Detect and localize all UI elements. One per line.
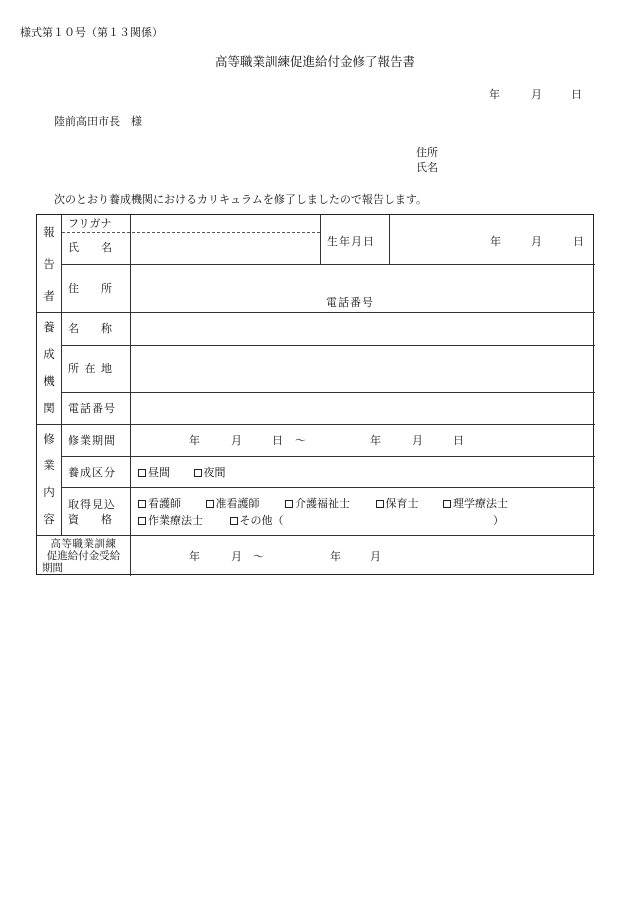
section-divider — [37, 312, 595, 313]
training-class-options — [138, 467, 226, 478]
birth-month-label: 月 — [531, 235, 542, 248]
checkbox-icon[interactable] — [376, 500, 384, 508]
benefit-from-year: 年 — [189, 550, 200, 563]
row-divider — [61, 487, 595, 488]
benefit-label-line3: 期間 — [42, 562, 63, 574]
qualification-options-row2 — [138, 515, 284, 526]
institution-phone-label: 電話番号 — [68, 402, 116, 415]
applicant-name-label: 氏名 — [416, 161, 438, 174]
institution-location-label: 所 在 地 — [68, 362, 113, 375]
birth-day-label: 日 — [573, 235, 584, 248]
section-label-char: 成 — [43, 347, 55, 361]
date-year-label: 年 — [489, 88, 500, 101]
training-class-label: 養成区分 — [68, 466, 116, 479]
checkbox-icon[interactable] — [138, 500, 146, 508]
qual-option-care-worker[interactable]: 介護福祉士 — [285, 498, 372, 509]
qual-option-nurse[interactable]: 看護師 — [138, 498, 202, 509]
qual-option-childcare-worker[interactable]: 保育士 — [376, 498, 440, 509]
period-from-month: 月 — [231, 434, 242, 447]
checkbox-icon[interactable] — [206, 500, 214, 508]
reporter-address-label: 住 所 — [68, 282, 112, 295]
row-divider — [61, 345, 595, 346]
qualification-label-2: 資 格 — [68, 513, 112, 526]
period-from-day: 日 — [272, 434, 283, 447]
date-day-label: 日 — [571, 88, 582, 101]
class-option-daytime[interactable]: 昼間 — [138, 467, 190, 478]
section-label-char: 機 — [43, 374, 55, 388]
column-divider — [389, 215, 390, 264]
qualification-options-row1 — [138, 498, 508, 509]
checkbox-icon[interactable] — [138, 469, 146, 477]
period-tilde: 〜 — [295, 434, 306, 447]
class-option-evening[interactable]: 夜間 — [194, 467, 226, 478]
period-to-month: 月 — [412, 434, 423, 447]
benefit-label-line1: 高等職業訓練 — [50, 538, 117, 550]
benefit-to-year: 年 — [330, 550, 341, 563]
date-month-label: 月 — [531, 88, 542, 101]
furigana-separator — [62, 232, 320, 233]
qual-option-other[interactable]: その他（ — [230, 515, 284, 526]
institution-name-label: 名 称 — [68, 322, 112, 335]
section-label-char: 業 — [43, 458, 55, 472]
reporter-phone-label: 電話番号 — [326, 296, 374, 309]
furigana-label: フリガナ — [68, 217, 112, 230]
section-label-char: 養 — [43, 320, 55, 334]
period-from-year: 年 — [189, 434, 200, 447]
row-divider — [61, 392, 595, 393]
checkbox-icon[interactable] — [443, 500, 451, 508]
section-divider — [37, 424, 595, 425]
study-period-label: 修業期間 — [68, 434, 116, 447]
qual-other-close-paren: ） — [493, 514, 504, 527]
checkbox-icon[interactable] — [285, 500, 293, 508]
row-divider — [61, 264, 595, 265]
qual-option-assistant-nurse[interactable]: 准看護師 — [206, 498, 282, 509]
section-divider — [37, 535, 595, 536]
period-to-year: 年 — [370, 434, 381, 447]
checkbox-icon[interactable] — [194, 469, 202, 477]
qual-option-occupational-therapist[interactable]: 作業療法士 — [138, 515, 226, 526]
period-to-day: 日 — [453, 434, 464, 447]
benefit-tilde: 〜 — [253, 550, 264, 563]
section-label-char: 告 — [43, 257, 55, 271]
document-title: 高等職業訓練促進給付金修了報告書 — [214, 54, 415, 69]
applicant-address-label: 住所 — [416, 146, 438, 159]
benefit-from-month: 月 — [231, 550, 242, 563]
benefit-label-line2: 促進給付金受給 — [46, 550, 121, 562]
birthdate-label: 生年月日 — [327, 235, 375, 248]
benefit-to-month: 月 — [370, 550, 381, 563]
birth-year-label: 年 — [490, 235, 501, 248]
section-label-char: 報 — [43, 225, 55, 239]
qualification-label-1: 取得見込 — [68, 498, 116, 511]
report-form-table — [36, 214, 594, 575]
section-label-char: 容 — [43, 512, 55, 526]
column-divider — [61, 215, 62, 535]
row-divider — [61, 456, 595, 457]
reporter-name-label: 氏 名 — [68, 241, 112, 254]
qual-option-physical-therapist[interactable]: 理学療法士 — [443, 498, 508, 509]
checkbox-icon[interactable] — [230, 517, 238, 525]
addressee: 陸前高田市長 様 — [54, 115, 142, 128]
form-number: 様式第１０号（第１３関係） — [20, 26, 163, 39]
checkbox-icon[interactable] — [138, 517, 146, 525]
section-label-char: 修 — [43, 432, 55, 446]
column-divider — [320, 215, 321, 264]
section-label-char: 関 — [43, 401, 55, 415]
section-label-char: 者 — [43, 289, 55, 303]
intro-text: 次のとおり養成機関におけるカリキュラムを修了しましたので報告します。 — [54, 193, 428, 206]
column-divider — [130, 215, 131, 576]
section-label-char: 内 — [43, 485, 55, 499]
